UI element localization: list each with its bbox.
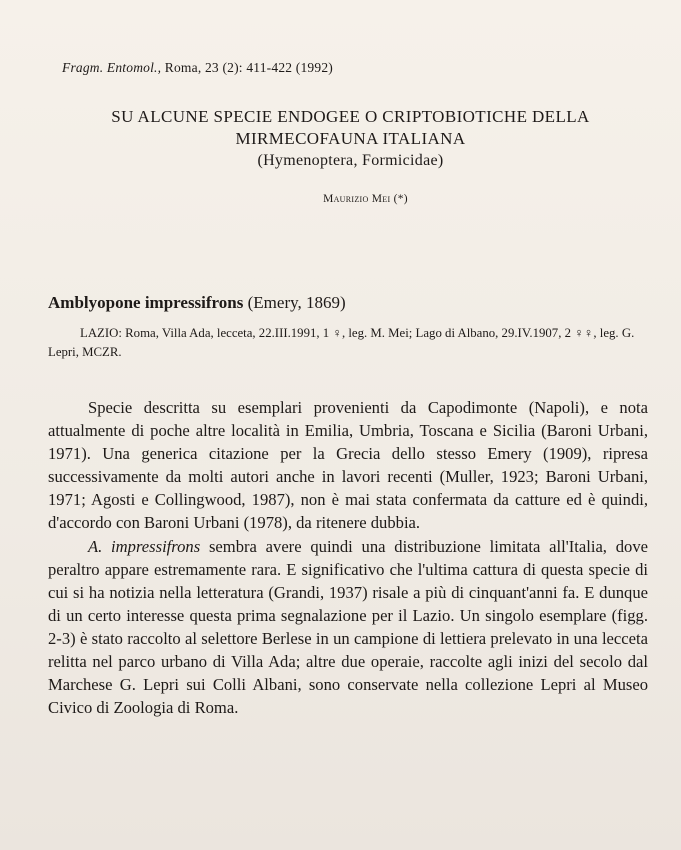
- material-record: LAZIO: Roma, Villa Ada, lecceta, 22.III.1991, 1 ♀, leg. M. Mei; Lago di Albano, 29.IV.1907, 2 ♀♀, leg. G. Lepri, MCZR.: [48, 326, 635, 359]
- species-name: Amblyopone impressifrons: [48, 293, 244, 312]
- paragraph-1: Specie descritta su esemplari provenienti da Capodimonte (Napoli), e nota attualmente di poche altre località in Emilia, Umbria, Toscana e Sicilia (Baroni Urbani, 1971). Una generica citazione per la Grecia dello stesso Emery (1909), ripresa successivamente da molti autori anche in lavori recenti (Muller, 1923; Baroni Urbani, 1971; Agosti e Collingwood, 1987), non è mai stata confermata da catture ed è quindi, d'accordo con Baroni Urbani (1978), da ritenere dubbia.: [48, 398, 648, 533]
- species-heading: [48, 293, 346, 313]
- author-note: (*): [393, 193, 408, 205]
- title-line-2: MIRMECOFAUNA ITALIANA: [235, 129, 466, 148]
- journal-citation: [62, 60, 333, 76]
- species-authority: (Emery, 1869): [247, 293, 346, 312]
- article-title: [40, 106, 661, 172]
- paragraph-2: [48, 535, 648, 720]
- title-line-3: (Hymenoptera, Formicidae): [257, 152, 444, 169]
- journal-volume: Roma, 23 (2): 411-422 (1992): [164, 60, 333, 75]
- paragraph-2-text: sembra avere quindi una distribuzione limitata all'Italia, dove peraltro appare estremamente rara. E significativo che l'ultima cattura di questa specie di cui si ha notizia nella letteratura (Grandi, 1937) risale a più di cinquant'anni fa. E dunque di un certo interesse questa prima segnalazione per il Lazio. Un singolo esemplare (figg. 2-3) è stato raccolto al selettore Berlese in un campione di lettiera prelevato in una lecceta relitta nel parco urbano di Villa Ada; altre due operaie, raccolte agli inizi del secolo dal Marchese G. Lepri sui Colli Albani, sono conservate nella collezione Lepri al Museo Civico di Zoologia di Roma.: [48, 536, 648, 718]
- author-name: Maurizio Mei: [323, 193, 391, 205]
- paragraph-2-species: A. impressifrons: [88, 536, 201, 556]
- journal-name: Fragm. Entomol.,: [62, 60, 162, 75]
- body-text: [48, 396, 648, 719]
- title-line-1: SU ALCUNE SPECIE ENDOGEE O CRIPTOBIOTICHE DELLA: [111, 107, 590, 126]
- author-line: [0, 193, 681, 205]
